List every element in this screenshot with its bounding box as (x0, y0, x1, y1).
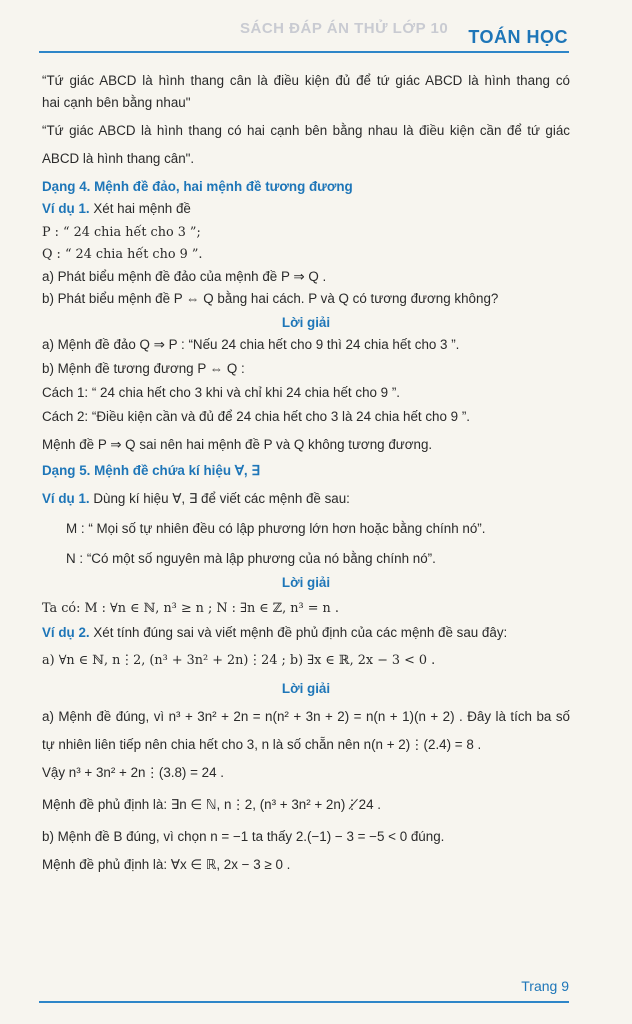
line-text: M : “ Mọi số tự nhiên đều có lập phương lớn hơn hoặc bằng chính nó”. (66, 521, 486, 536)
example-label: Ví dụ 2. (42, 625, 90, 640)
text-line (42, 266, 570, 288)
section-heading (42, 176, 570, 198)
text-line (42, 762, 570, 784)
line-text: Lời giải (281, 575, 331, 590)
text-line (42, 334, 570, 356)
example-label: Ví dụ 1. (42, 491, 90, 506)
subject-title: TOÁN HỌC (468, 27, 568, 47)
text-line (42, 734, 570, 756)
text-line (42, 244, 570, 266)
line-text: Lời giải (281, 681, 331, 696)
line-text: a) ∀n ∈ ℕ, n⋮2, (n³ + 3n² + 2n)⋮24 ; b) ∃x ∈ ℝ, 2x − 3 < 0 . (42, 653, 436, 668)
line-text: Ta có: M : ∀n ∈ ℕ, n³ ≥ n ; N : ∃n ∈ ℤ, n³ = n . (42, 601, 339, 616)
text-line (42, 222, 570, 244)
section-heading (42, 572, 570, 594)
line-text: “Tứ giác ABCD là hình thang có hai cạnh bên bằng nhau là điều kiện cần để tứ giác (42, 123, 570, 138)
section-heading (42, 678, 570, 700)
faded-header-text: SÁCH ĐÁP ÁN THỬ LỚP 10 (240, 20, 449, 37)
text-line (42, 854, 570, 876)
text-line (42, 92, 570, 114)
text-line (42, 650, 570, 672)
line-text: Dạng 5. Mệnh đề chứa kí hiệu ∀, ∃ (42, 463, 260, 478)
line-text: b) Mệnh đề B đúng, vì chọn n = −1 ta thấy 2.(−1) − 3 = −5 < 0 đúng. (42, 829, 445, 844)
text-line (42, 406, 570, 428)
line-text: a) Mệnh đề đúng, vì n³ + 3n² + 2n = n(n² + 3n + 2) = n(n + 1)(n + 2) . Đây là tích ba số (42, 709, 570, 724)
text-line (42, 518, 570, 540)
line-text: Cách 2: “Điều kiện cần và đủ để 24 chia hết cho 3 là 24 chia hết cho 9 ”. (42, 409, 471, 424)
line-text: a) Phát biểu mệnh đề đảo của mệnh đề P ⇒ Q . (42, 269, 327, 284)
text-line (42, 488, 570, 510)
line-text: b) Mệnh đề tương đương P ⇔ Q : (42, 361, 245, 376)
text-line (42, 826, 570, 848)
page-number: Trang 9 (521, 978, 569, 994)
line-text: ABCD là hình thang cân". (42, 151, 195, 166)
line-text: P : “ 24 chia hết cho 3 ”; (42, 225, 201, 240)
line-text: Cách 1: “ 24 chia hết cho 3 khi và chỉ khi 24 chia hết cho 9 ”. (42, 385, 401, 400)
text-line (42, 148, 570, 170)
section-heading (42, 312, 570, 334)
text-line (42, 288, 570, 310)
text-line (42, 198, 570, 220)
text-line (42, 382, 570, 404)
line-text: b) Phát biểu mệnh đề P ⇔ Q bằng hai cách. P và Q có tương đương không? (42, 291, 499, 306)
line-text: N : “Có một số nguyên mà lập phương của nó bằng chính nó”. (66, 551, 436, 566)
page-header (0, 0, 632, 52)
line-text: Xét tính đúng sai và viết mệnh đề phủ định của các mệnh đề sau đây: (89, 625, 508, 640)
line-text: tự nhiên liên tiếp nên chia hết cho 3, n là số chẵn nên n(n + 2)⋮(2.4) = 8 . (42, 737, 482, 752)
line-text: Mệnh đề P ⇒ Q sai nên hai mệnh đề P và Q không tương đương. (42, 437, 433, 452)
line-text: Mệnh đề phủ định là: ∀x ∈ ℝ, 2x − 3 ≥ 0 . (42, 857, 291, 872)
text-line (42, 548, 570, 570)
text-line (42, 434, 570, 456)
line-text: Vậy n³ + 3n² + 2n⋮(3.8) = 24 . (42, 765, 224, 780)
text-line (42, 70, 570, 92)
page-content (42, 70, 570, 876)
line-text: Mệnh đề phủ định là: ∃n ∈ ℕ, n⋮2, (n³ + 3n² + 2n)⋮̸24 . (42, 797, 382, 812)
text-line (42, 622, 570, 644)
line-text: Q : “ 24 chia hết cho 9 ”. (42, 247, 203, 262)
text-line (42, 120, 570, 142)
line-text: Xét hai mệnh đề (89, 201, 191, 216)
line-text: a) Mệnh đề đảo Q ⇒ P : “Nếu 24 chia hết cho 9 thì 24 chia hết cho 3 ”. (42, 337, 460, 352)
section-heading (42, 460, 570, 482)
line-text: Dạng 4. Mệnh đề đảo, hai mệnh đề tương đương (42, 179, 353, 194)
text-line (42, 706, 570, 728)
text-line (42, 794, 570, 816)
line-text: “Tứ giác ABCD là hình thang cân là điều kiện đủ để tứ giác ABCD là hình thang có (42, 73, 570, 88)
text-line (42, 598, 570, 620)
line-text: Lời giải (281, 315, 331, 330)
example-label: Ví dụ 1. (42, 201, 90, 216)
text-line (42, 358, 570, 380)
line-text: hai cạnh bên bằng nhau" (42, 95, 191, 110)
line-text: Dùng kí hiệu ∀, ∃ để viết các mệnh đề sau: (89, 491, 350, 506)
header-rule (39, 51, 569, 53)
footer-rule (39, 1001, 569, 1003)
